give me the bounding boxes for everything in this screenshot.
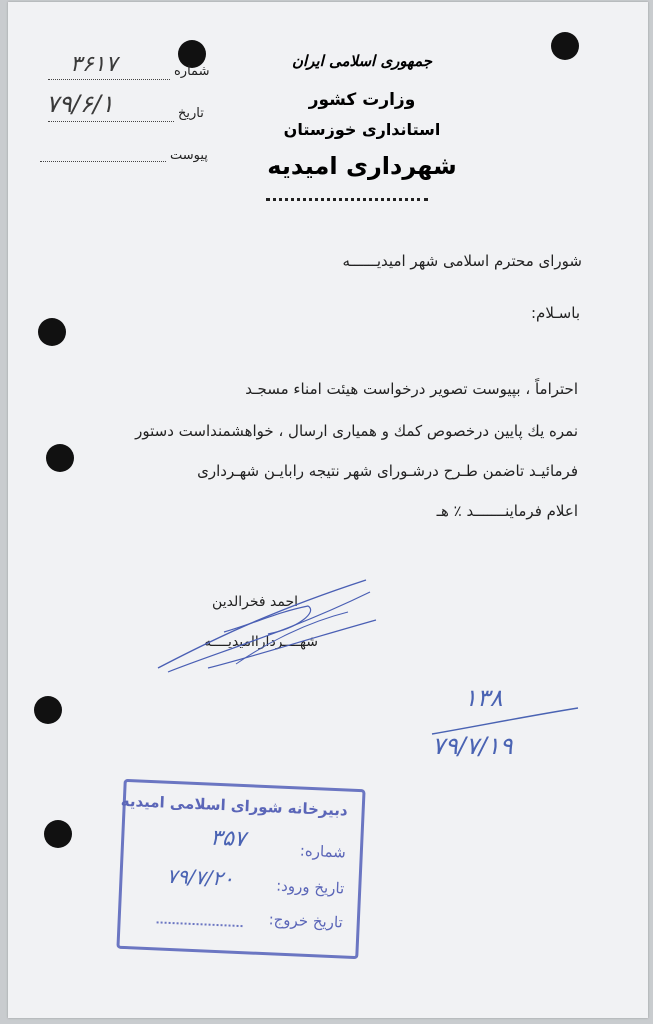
attachment-label: پیوست — [170, 148, 208, 163]
body-line-2: نمره یك پایین درخصوص كمك و همیاری ارسال ، خواهشمنداست دستور — [135, 422, 578, 440]
letterhead-ministry: وزارت کشور — [308, 90, 416, 110]
stamp-entry-value: ۷۹/۷/۲۰ — [166, 863, 235, 891]
stamp-number-label: شماره: — [299, 841, 347, 862]
signature-title: شهــــرداراامیدیــــه — [204, 634, 318, 650]
letter-page — [8, 2, 648, 1018]
punch-hole — [38, 318, 66, 346]
attachment-dots — [40, 160, 166, 162]
letterhead-country: جمهوری اسلامی ایران — [291, 52, 433, 70]
letterhead-province: استانداری خوزستان — [283, 120, 441, 139]
stamp-exit-label: تاریخ خروج: — [268, 910, 344, 932]
date-dots — [48, 120, 174, 122]
registry-stamp — [116, 779, 365, 959]
number-value: ۳۶۱۷ — [70, 52, 118, 77]
letterhead-divider — [266, 198, 428, 201]
body-line-3: فرمائیـد تاضمن طـرح درشـورای شهر نتیجه رابایـن شهـرداری — [197, 462, 578, 480]
body-line-1: احتراماً ، بپیوست تصویر درخواست هیئت امناء مسجـد — [245, 380, 578, 398]
punch-hole — [46, 444, 74, 472]
punch-hole — [551, 32, 579, 60]
number-dots — [48, 78, 170, 80]
handwritten-ref-date: ۷۹/۷/۱۹ — [432, 732, 513, 760]
punch-hole — [34, 696, 62, 724]
stamp-number-value: ۳۵۷ — [209, 825, 247, 853]
body-line-4: اعلام فرماینـــــــد ٪ هـ — [436, 502, 578, 520]
greeting: باسـلام: — [531, 304, 580, 322]
signature-name: احمد فخرالدین — [212, 594, 298, 610]
date-label: تاریخ — [178, 106, 204, 121]
stamp-entry-label: تاریخ ورود: — [275, 876, 345, 898]
date-value: ۷۹/۶/۱ — [46, 90, 114, 118]
number-label: شماره — [174, 64, 210, 79]
handwritten-ref-number: ۱۳۸ — [464, 684, 503, 712]
stamp-title: دبیرخانه شورای اسلامی امیدیه — [120, 791, 349, 820]
letterhead-municipality: شهرداری امیدیه — [267, 152, 457, 180]
handwritten-signature — [148, 572, 378, 682]
stamp-dots — [157, 921, 243, 927]
addressee: شورای محترم اسلامی شهر امیدیــــــه — [342, 252, 582, 270]
punch-hole — [44, 820, 72, 848]
